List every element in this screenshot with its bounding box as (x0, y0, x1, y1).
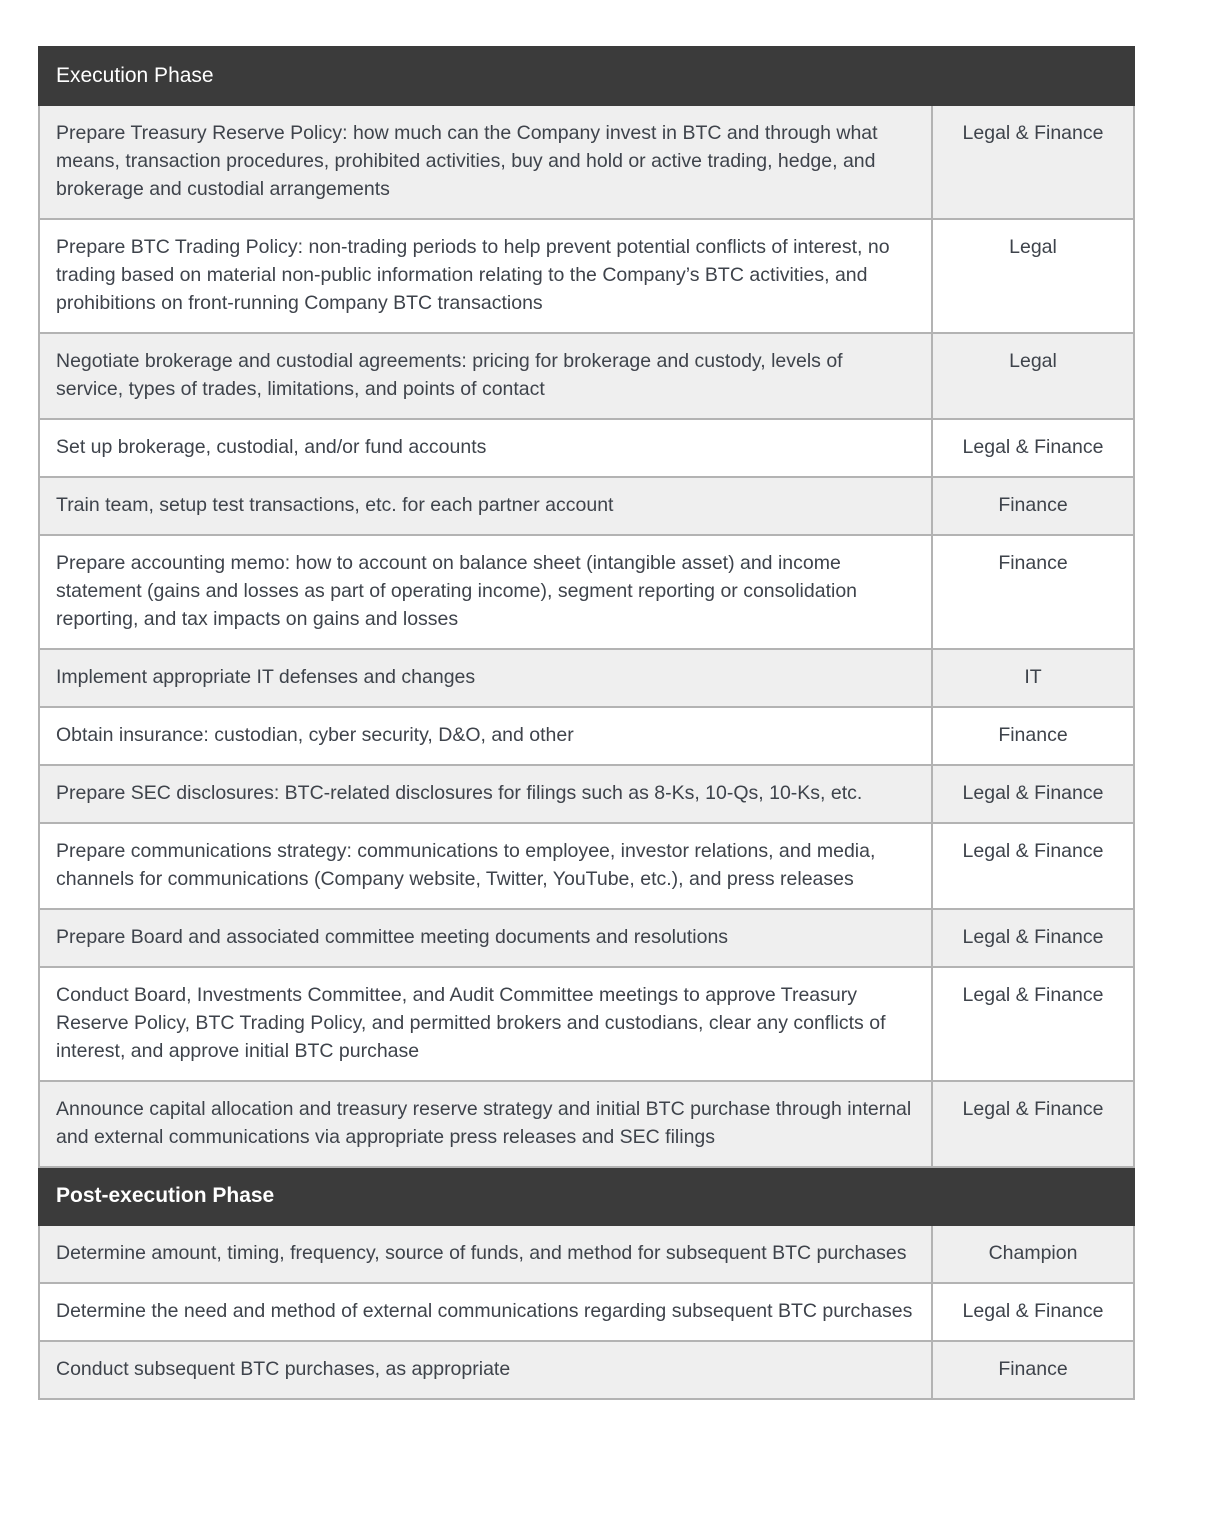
table-row (39, 1225, 1134, 1283)
table-row (39, 105, 1134, 219)
table-row (39, 1081, 1134, 1167)
task-cell: Implement appropriate IT defenses and changes (39, 649, 932, 707)
owner-cell: Legal & Finance (932, 823, 1134, 909)
owner-cell: Legal & Finance (932, 765, 1134, 823)
owner-cell: IT (932, 649, 1134, 707)
owner-cell: Legal & Finance (932, 967, 1134, 1081)
owner-cell: Finance (932, 1341, 1134, 1399)
task-cell: Conduct Board, Investments Committee, and Audit Committee meetings to approve Treasury Reserve Policy, BTC Trading Policy, and permitted brokers and custodians, clear any conflicts of interest, and approve initial BTC purchase (39, 967, 932, 1081)
task-cell: Determine amount, timing, frequency, source of funds, and method for subsequent BTC purchases (39, 1225, 932, 1283)
owner-cell: Legal & Finance (932, 105, 1134, 219)
table-row (39, 707, 1134, 765)
task-cell: Prepare communications strategy: communications to employee, investor relations, and media, channels for communications (Company website, Twitter, YouTube, etc.), and press releases (39, 823, 932, 909)
owner-cell: Legal & Finance (932, 1081, 1134, 1167)
section-header: Execution Phase (39, 47, 1134, 105)
owner-cell: Finance (932, 535, 1134, 649)
owner-cell: Champion (932, 1225, 1134, 1283)
section-header-row (39, 47, 1134, 105)
task-cell: Set up brokerage, custodial, and/or fund accounts (39, 419, 932, 477)
owner-cell: Finance (932, 707, 1134, 765)
task-cell: Determine the need and method of external communications regarding subsequent BTC purchases (39, 1283, 932, 1341)
owner-cell: Finance (932, 477, 1134, 535)
table-row (39, 477, 1134, 535)
task-cell: Obtain insurance: custodian, cyber security, D&O, and other (39, 707, 932, 765)
task-cell: Prepare Board and associated committee meeting documents and resolutions (39, 909, 932, 967)
task-cell: Negotiate brokerage and custodial agreements: pricing for brokerage and custody, levels of service, types of trades, limitations, and points of contact (39, 333, 932, 419)
table-row (39, 219, 1134, 333)
table-row (39, 909, 1134, 967)
task-cell: Prepare Treasury Reserve Policy: how much can the Company invest in BTC and through what means, transaction procedures, prohibited activities, buy and hold or active trading, hedge, and brokerage and custodial arrangements (39, 105, 932, 219)
table-row (39, 649, 1134, 707)
table-row (39, 419, 1134, 477)
task-cell: Prepare SEC disclosures: BTC-related disclosures for filings such as 8-Ks, 10-Qs, 10-Ks, etc. (39, 765, 932, 823)
table-row (39, 333, 1134, 419)
owner-cell: Legal & Finance (932, 419, 1134, 477)
owner-cell: Legal & Finance (932, 909, 1134, 967)
task-cell: Conduct subsequent BTC purchases, as appropriate (39, 1341, 932, 1399)
task-cell: Prepare accounting memo: how to account on balance sheet (intangible asset) and income statement (gains and losses as part of operating income), segment reporting or consolidation reporting, and tax impacts on gains and losses (39, 535, 932, 649)
section-header-row (39, 1167, 1134, 1225)
table-row (39, 535, 1134, 649)
table-row (39, 1341, 1134, 1399)
owner-cell: Legal & Finance (932, 1283, 1134, 1341)
phase-table (38, 46, 1135, 1400)
phase-table-body (39, 47, 1134, 1399)
table-row (39, 967, 1134, 1081)
task-cell: Train team, setup test transactions, etc. for each partner account (39, 477, 932, 535)
table-row (39, 765, 1134, 823)
owner-cell: Legal (932, 333, 1134, 419)
task-cell: Announce capital allocation and treasury reserve strategy and initial BTC purchase through internal and external communications via appropriate press releases and SEC filings (39, 1081, 932, 1167)
section-header: Post-execution Phase (39, 1167, 1134, 1225)
table-row (39, 823, 1134, 909)
owner-cell: Legal (932, 219, 1134, 333)
task-cell: Prepare BTC Trading Policy: non-trading periods to help prevent potential conflicts of interest, no trading based on material non-public information relating to the Company’s BTC activities, and prohibitions on front-running Company BTC transactions (39, 219, 932, 333)
table-row (39, 1283, 1134, 1341)
